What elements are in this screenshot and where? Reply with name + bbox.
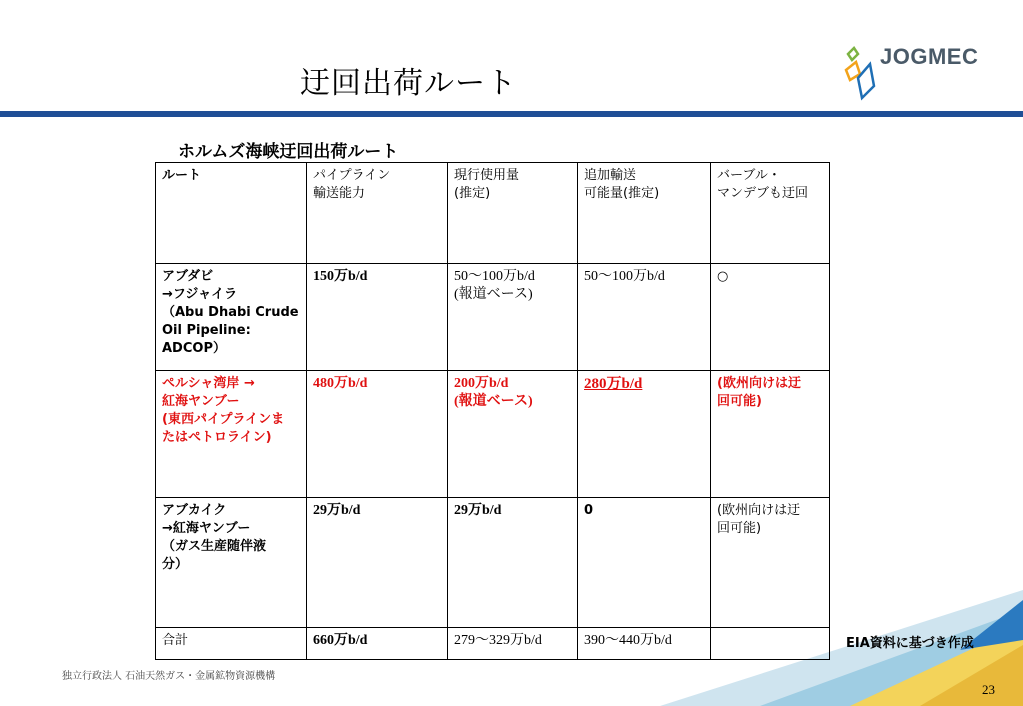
- cell-route: ペルシャ湾岸 → 紅海ヤンブー (東西パイプラインま たはペトロライン): [156, 371, 307, 498]
- jogmec-logo: [840, 40, 1000, 110]
- header-rule: [0, 111, 1023, 117]
- cell-bypass: [711, 628, 830, 660]
- cell-bypass: ○: [711, 264, 830, 371]
- header-capacity: パイプライン 輸送能力: [307, 163, 448, 264]
- table-row: [156, 371, 830, 498]
- table-subtitle: ホルムズ海峡迂回出荷ルート: [178, 142, 399, 162]
- cell-current: 29万b/d: [448, 498, 578, 628]
- cell-route: 合計: [156, 628, 307, 660]
- bypass-route-table: [155, 162, 830, 660]
- cell-capacity: 660万b/d: [307, 628, 448, 660]
- logo-text: JOGMEC: [880, 44, 979, 69]
- cell-additional: 0: [578, 498, 711, 628]
- cell-capacity: 150万b/d: [307, 264, 448, 371]
- cell-additional: 50～100万b/d: [578, 264, 711, 371]
- cell-current: 279～329万b/d: [448, 628, 578, 660]
- cell-route: アブカイク →紅海ヤンブー （ガス生産随伴液 分）: [156, 498, 307, 628]
- header-route: ルート: [156, 163, 307, 264]
- header-bypass: バーブル・ マンデブも迂回: [711, 163, 830, 264]
- header-additional: 追加輸送 可能量(推定): [578, 163, 711, 264]
- source-note: EIA資料に基づき作成: [846, 636, 974, 651]
- table-row: [156, 498, 830, 628]
- page-number: 23: [982, 682, 995, 697]
- cell-route: アブダビ →フジャイラ （Abu Dhabi Crude Oil Pipeline: ADCOP）: [156, 264, 307, 371]
- header-current: 現行使用量 (推定): [448, 163, 578, 264]
- cell-current: 200万b/d (報道ベース): [448, 371, 578, 498]
- cell-additional-value: 280万b/d: [584, 376, 643, 392]
- cell-additional: 390～440万b/d: [578, 628, 711, 660]
- cell-bypass: (欧州向けは迂 回可能): [711, 498, 830, 628]
- cell-capacity: 480万b/d: [307, 371, 448, 498]
- cell-capacity: 29万b/d: [307, 498, 448, 628]
- slide-title: 迂回出荷ルート: [300, 66, 517, 101]
- cell-current: 50～100万b/d (報道ベース): [448, 264, 578, 371]
- cell-bypass: (欧州向けは迂 回可能): [711, 371, 830, 498]
- table-row-total: [156, 628, 830, 660]
- jogmec-logo-icon: [840, 40, 880, 102]
- table-row: [156, 264, 830, 371]
- cell-additional: [578, 371, 711, 498]
- organization-name: 独立行政法人 石油天然ガス・金属鉱物資源機構: [62, 671, 276, 682]
- table-header-row: [156, 163, 830, 264]
